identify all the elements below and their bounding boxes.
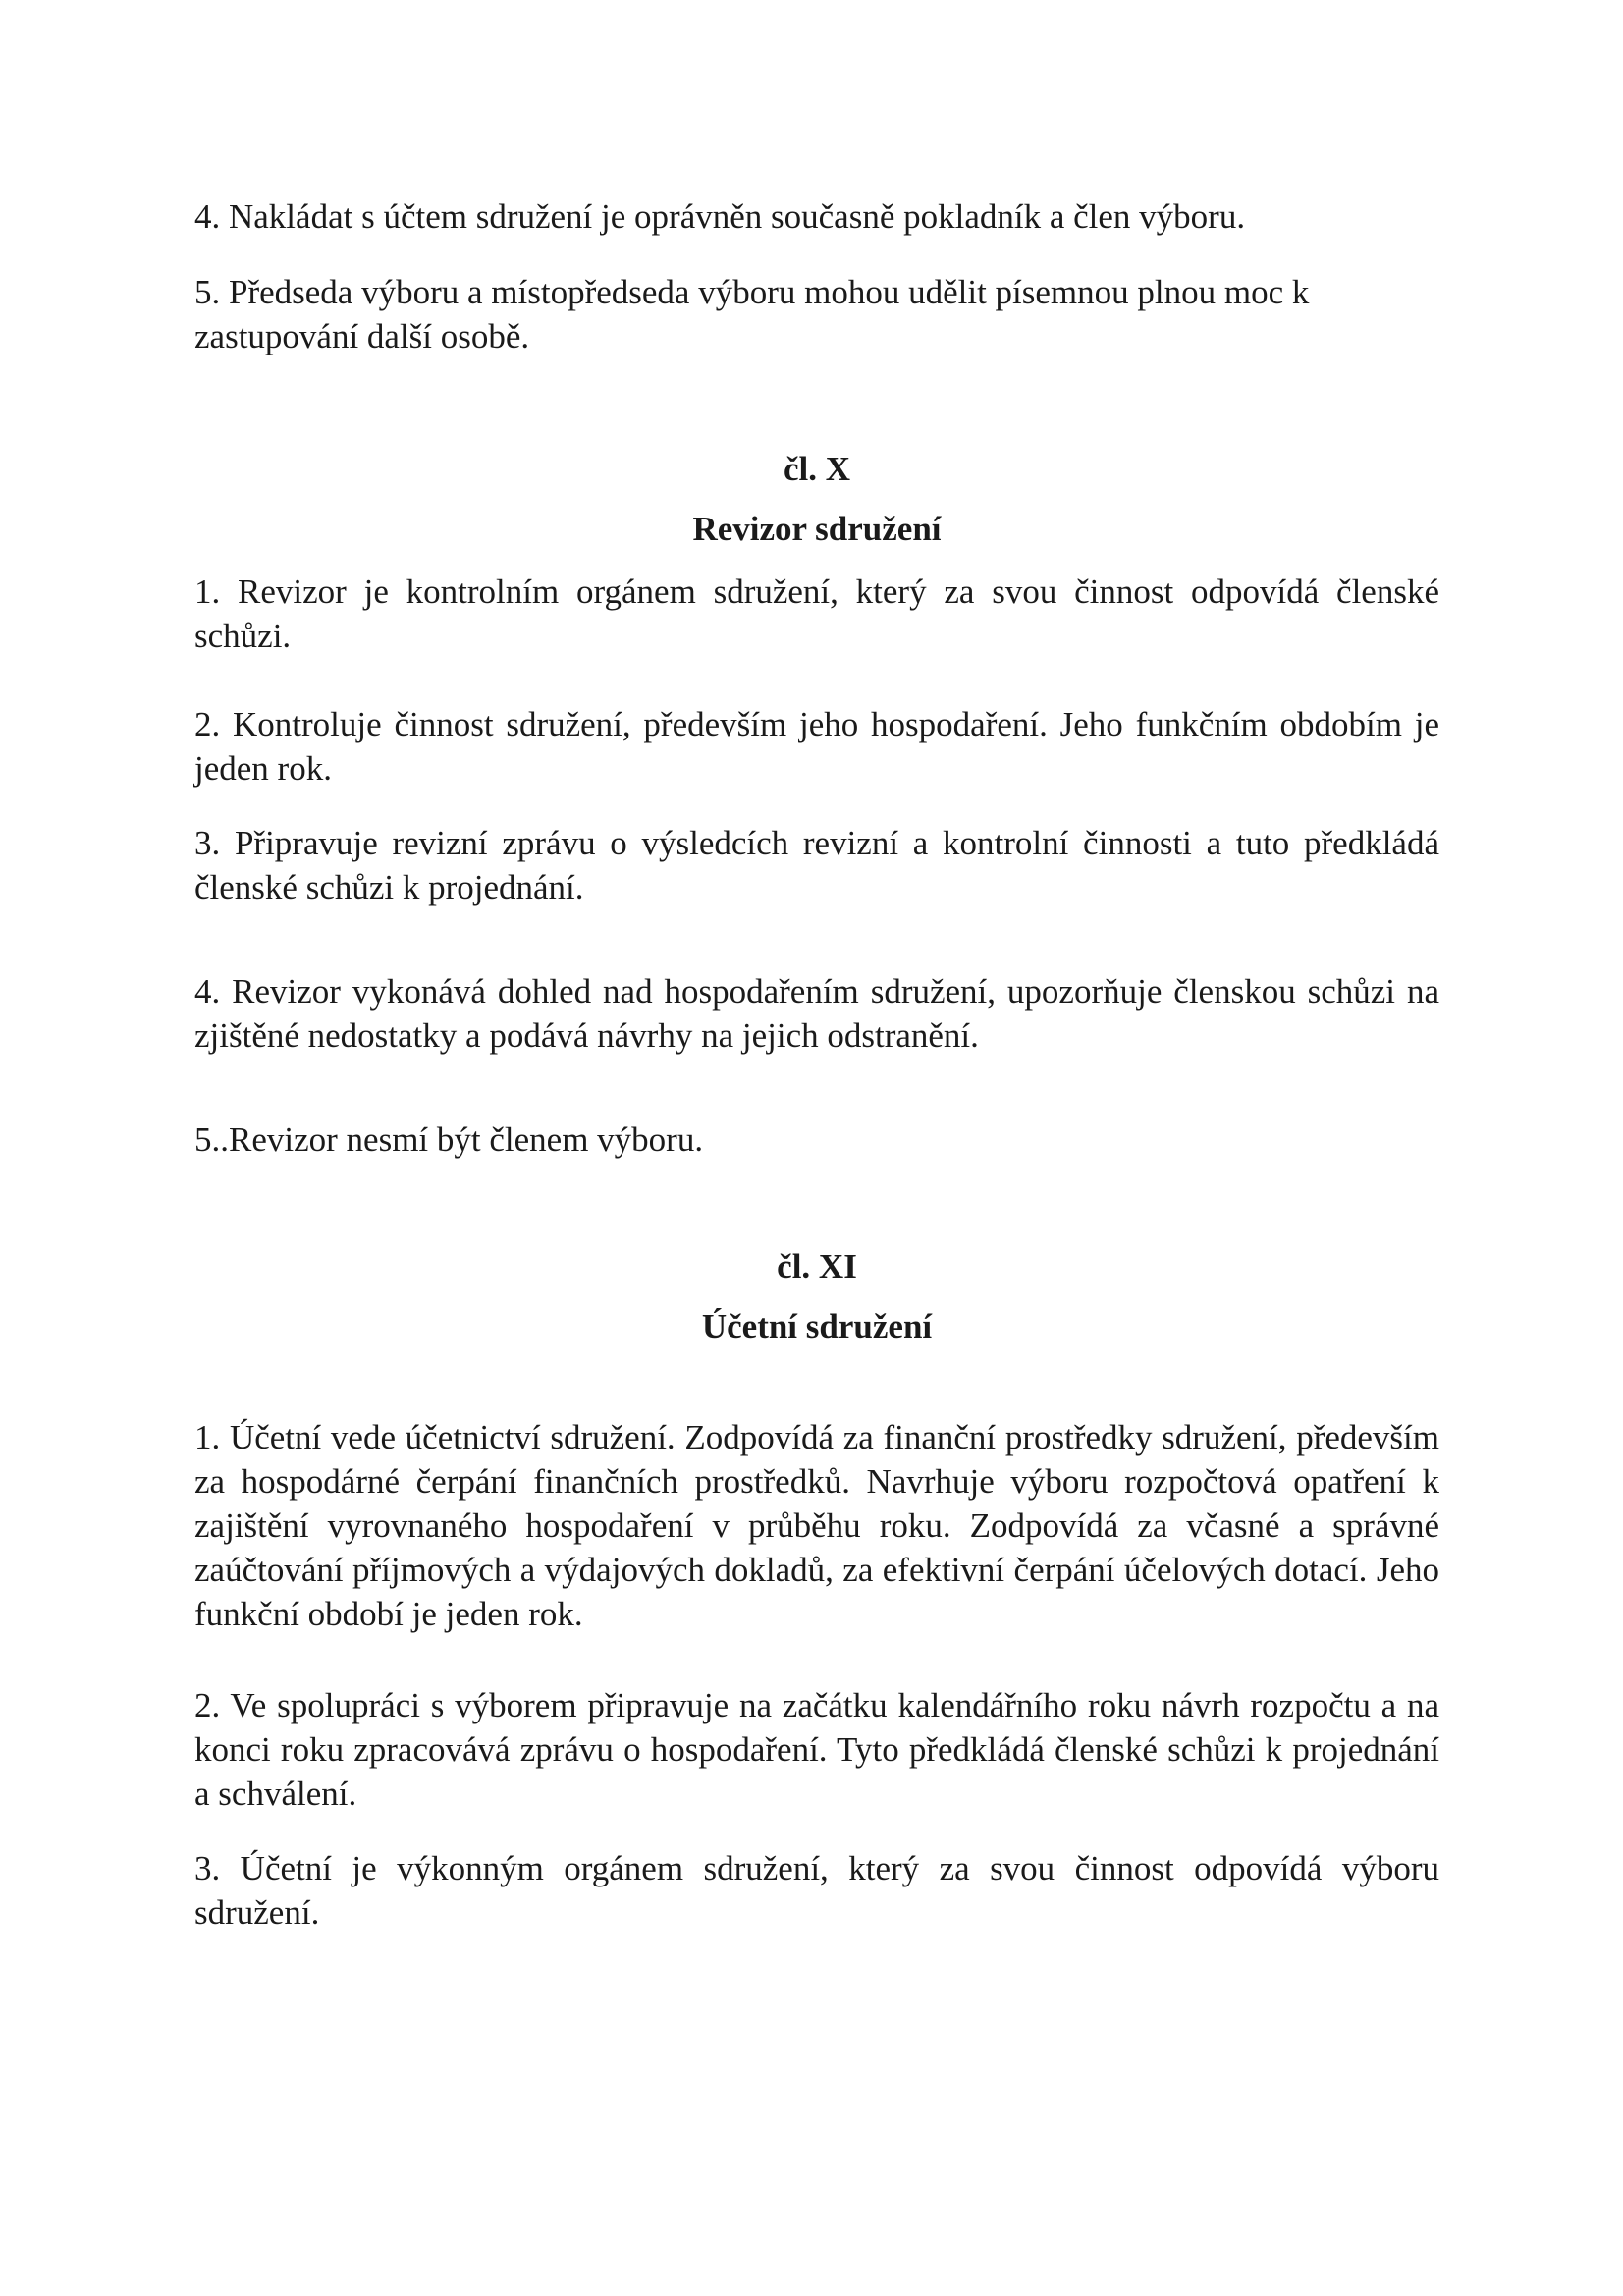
- article-x-number: čl. X: [783, 450, 851, 488]
- article-x-paragraph-2: 2. Kontroluje činnost sdružení, především jeho hospodaření. Jeho funkčním obdobím je jeden rok.: [194, 705, 1439, 788]
- article-xi-title: Účetní sdružení: [701, 1307, 933, 1345]
- article-xi-paragraph-3: 3. Účetní je výkonným orgánem sdružení, který za svou činnost odpovídá výboru sdružení.: [194, 1849, 1439, 1932]
- article-x-title: Revizor sdružení: [692, 510, 942, 548]
- article-x-paragraph-4: 4. Revizor vykonává dohled nad hospodařením sdružení, upozorňuje členskou schůzi na zjištěné nedostatky a podává návrhy na jejich odstranění.: [194, 972, 1439, 1055]
- article-x-paragraph-5: 5..Revizor nesmí být členem výboru.: [194, 1121, 704, 1159]
- article-xi-paragraph-1: 1. Účetní vede účetnictví sdružení. Zodpovídá za finanční prostředky sdružení, především za hospodárné čerpání finančních prostředků. Navrhuje výboru rozpočtová opatření k zajištění vyrovnaného hospodaření v průběhu roku. Zodpovídá za včasné a správné zaúčtování příjmových a výdajových dokladů, za efektivní čerpání účelových dotací. Jeho funkční období je jeden rok.: [194, 1418, 1439, 1633]
- paragraph-signing-authority: 4. Nakládat s účtem sdružení je oprávněn současně pokladník a člen výboru.: [194, 197, 1246, 236]
- paragraph-power-of-attorney: 5. Předseda výboru a místopředseda výboru mohou udělit písemnou plnou moc k zastupování další osobě.: [194, 273, 1310, 355]
- article-x-paragraph-1: 1. Revizor je kontrolním orgánem sdružení, který za svou činnost odpovídá členské schůzi.: [194, 573, 1439, 655]
- article-xi-paragraph-2: 2. Ve spolupráci s výborem připravuje na začátku kalendářního roku návrh rozpočtu a na konci roku zpracovává zprávu o hospodaření. Tyto předkládá členské schůzi k projednání a schválení.: [194, 1686, 1439, 1813]
- article-x-paragraph-3: 3. Připravuje revizní zprávu o výsledcích revizní a kontrolní činnosti a tuto předkládá členské schůzi k projednání.: [194, 824, 1439, 906]
- article-xi-number: čl. XI: [777, 1247, 857, 1285]
